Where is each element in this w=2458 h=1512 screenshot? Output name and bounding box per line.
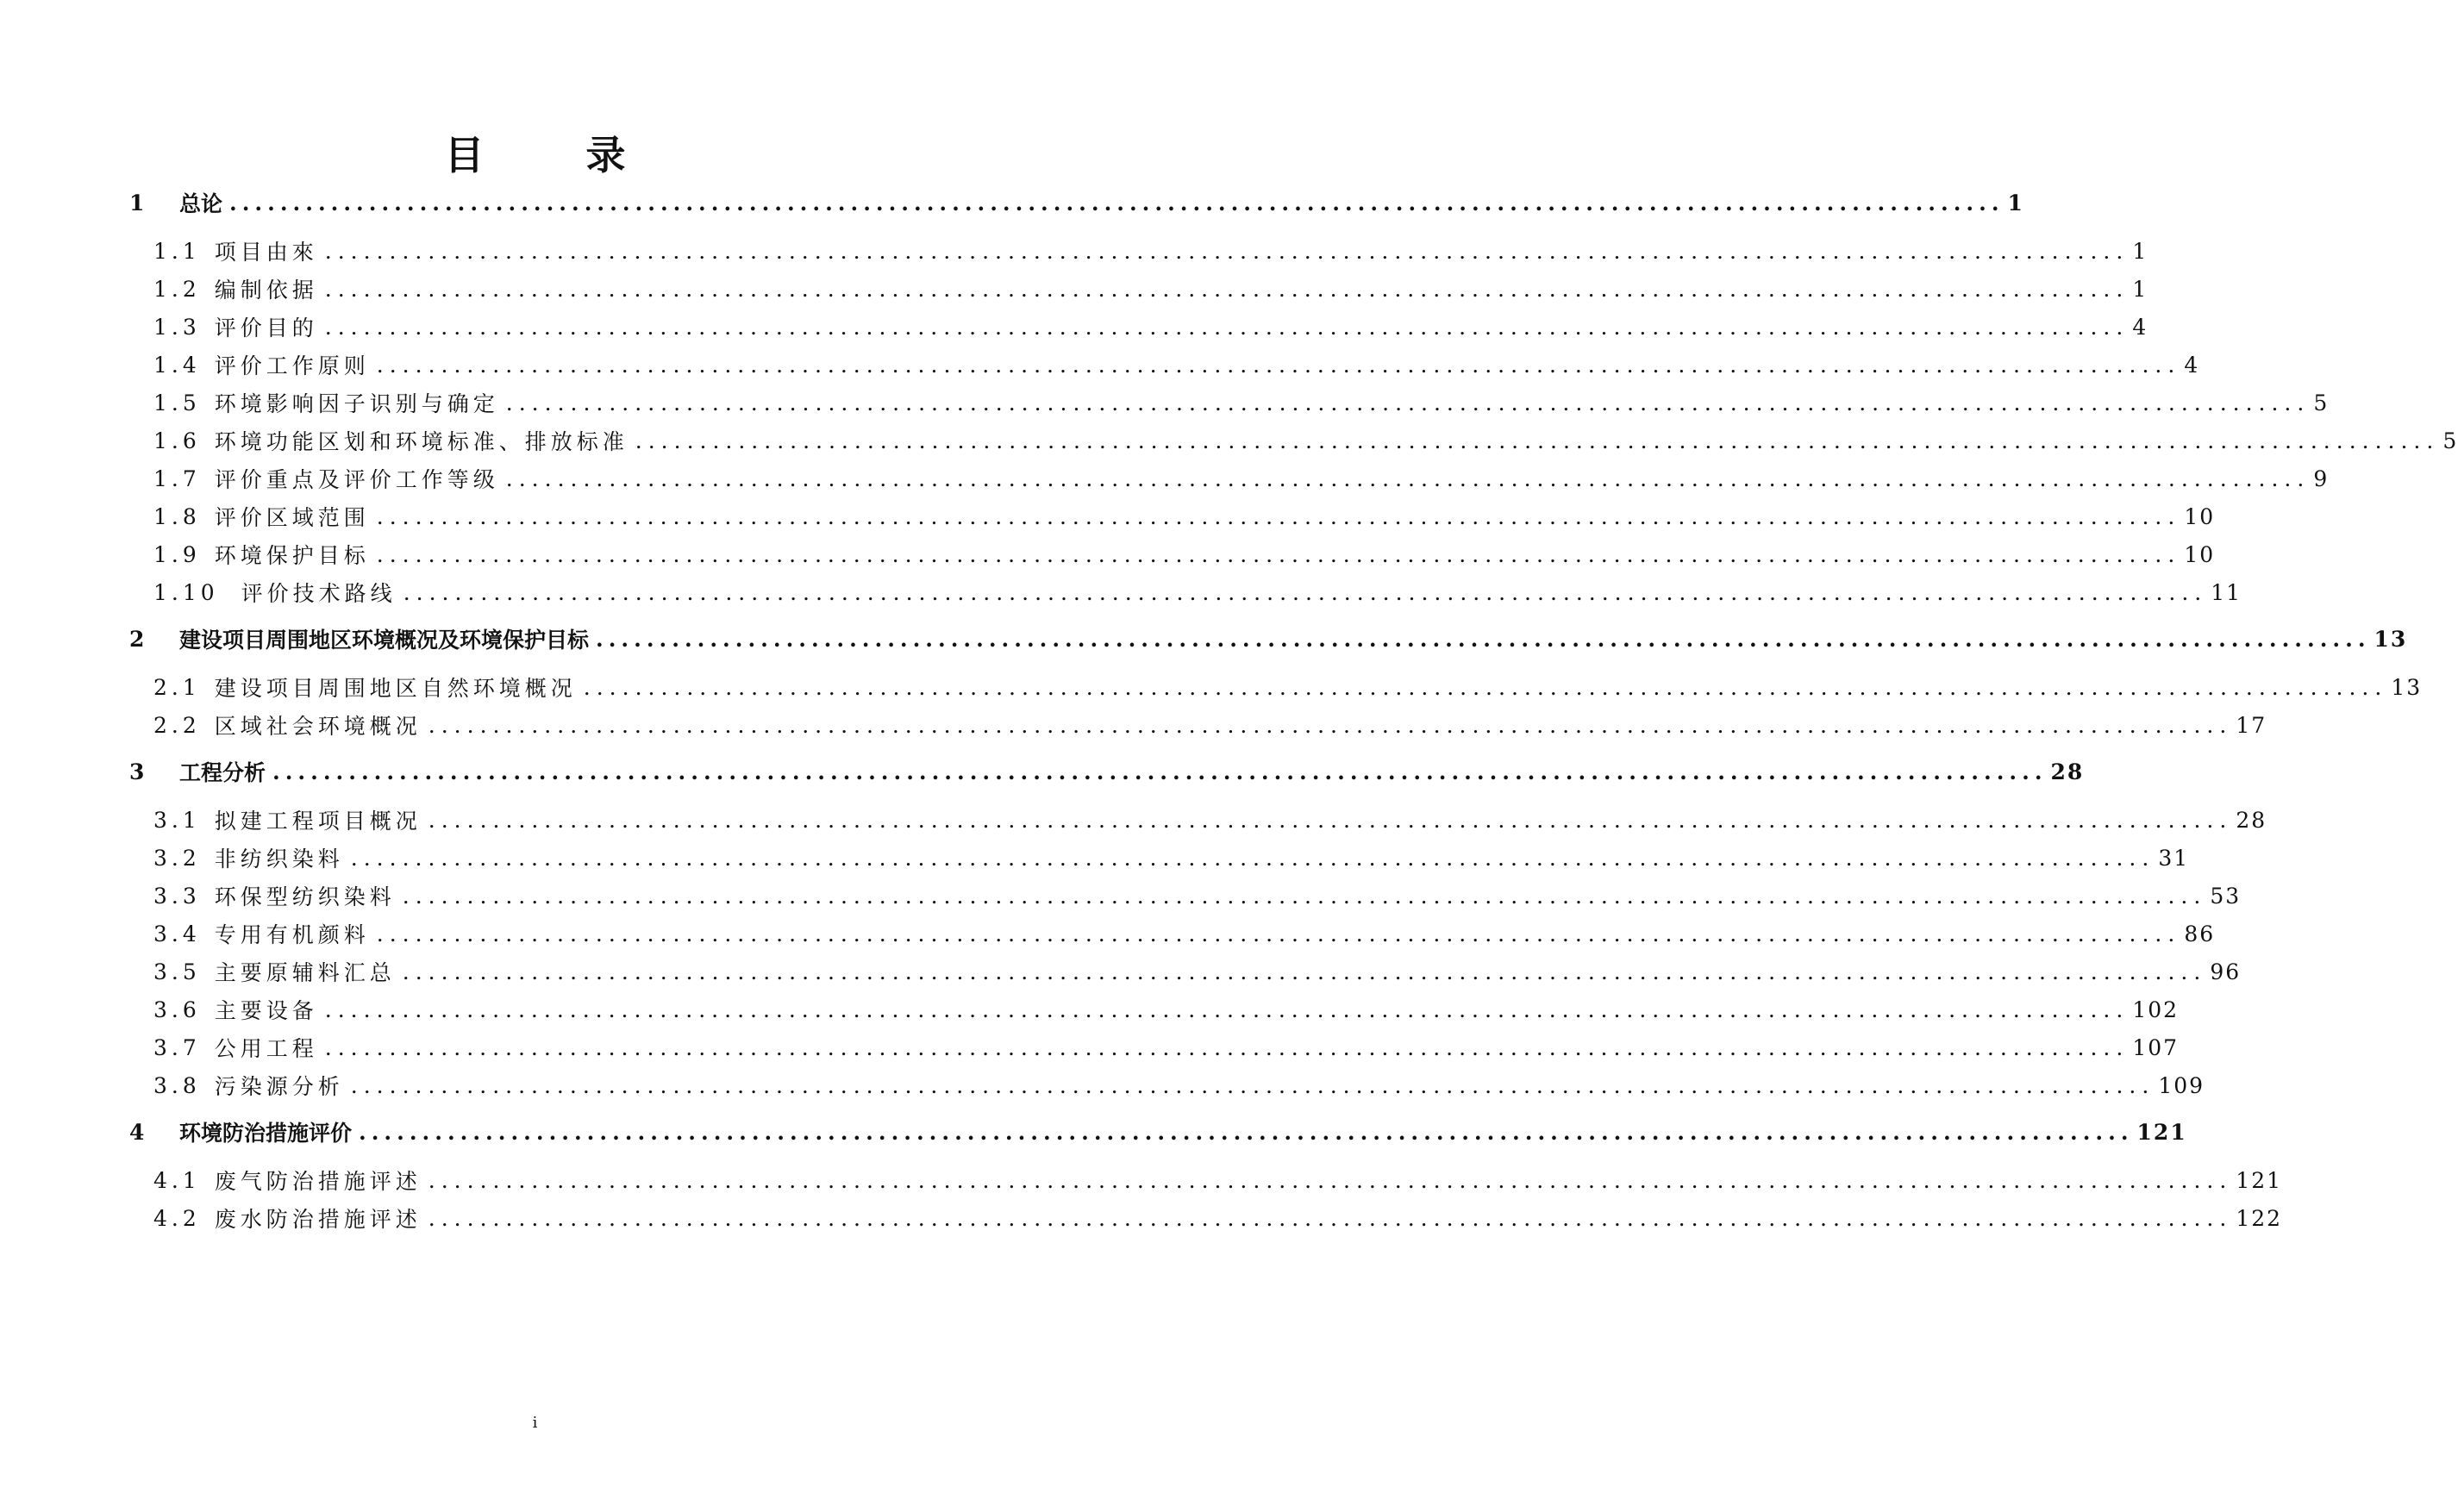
toc-entry-3-8[interactable] (153, 1068, 2205, 1103)
toc-entry-number: 3.4 (153, 921, 201, 947)
toc-entry-title: 环境防治措施评价 (179, 1121, 353, 1146)
toc-entry-number: 3.3 (153, 883, 201, 909)
toc-entry-2[interactable] (129, 622, 2408, 656)
toc-leader-dots: ............................................................................................................................................ (583, 674, 2388, 700)
toc-entry-page: 10 (2184, 541, 2216, 567)
toc-entry-number: 1.4 (153, 352, 201, 378)
toc-entry-page: 13 (2391, 674, 2423, 700)
toc-entry-3-2[interactable] (153, 840, 2190, 875)
toc-entry-number: 1.2 (153, 276, 201, 302)
toc-leader-dots: ............................................................................................................................................ (402, 959, 2207, 984)
toc-entry-number: 4.2 (153, 1205, 201, 1231)
toc-entry-number: 3.7 (153, 1034, 201, 1060)
toc-entry-number: 1.9 (153, 541, 201, 567)
toc-entry-1-10[interactable] (153, 575, 2242, 609)
toc-leader-dots: ............................................................................................................................................ (229, 190, 2005, 216)
toc-entry-1-6[interactable] (153, 423, 2458, 458)
toc-entry-number: 2.2 (153, 712, 201, 738)
toc-entry-number: 1.10 (153, 579, 219, 605)
toc-entry-3-3[interactable] (153, 878, 2242, 913)
page-number-footer: i (532, 1414, 538, 1432)
toc-leader-dots: ............................................................................................................................................ (324, 238, 2130, 264)
toc-leader-dots: ............................................................................................................................................ (403, 579, 2208, 605)
toc-entry-number: 3.8 (153, 1072, 201, 1098)
toc-leader-dots: ............................................................................................................................................ (428, 1205, 2233, 1231)
toc-entry-page: 109 (2158, 1072, 2205, 1098)
toc-entry-page: 107 (2132, 1034, 2180, 1060)
toc-entry-1-4[interactable] (153, 347, 2200, 382)
toc-entry-title: 拟建工程项目概况 (214, 809, 422, 834)
toc-leader-dots: ............................................................................................................................................ (635, 428, 2440, 453)
toc-entry-title: 专用有机颜料 (214, 922, 370, 947)
toc-leader-dots: ............................................................................................................................................ (376, 352, 2181, 378)
toc-entry-title: 评价重点及评价工作等级 (214, 467, 499, 492)
toc-entry-3-7[interactable] (153, 1030, 2180, 1065)
toc-entry-page: 11 (2211, 579, 2242, 605)
toc-leader-dots: ............................................................................................................................................ (428, 807, 2233, 833)
toc-entry-1-1[interactable] (153, 234, 2148, 268)
toc-entry-title: 工程分析 (179, 760, 266, 785)
toc-entry-number: 4.1 (153, 1167, 201, 1193)
toc-entry-title: 区域社会环境概况 (214, 714, 422, 739)
toc-entry-page: 121 (2136, 1119, 2187, 1145)
toc-entry-page: 10 (2184, 503, 2216, 529)
toc-entry-title: 环境功能区划和环境标准、排放标准 (214, 429, 629, 454)
toc-entry-title: 污染源分析 (214, 1074, 344, 1099)
toc-entry-page: 1 (2132, 276, 2148, 302)
toc-entry-title: 环境影响因子识别与确定 (214, 391, 499, 416)
toc-entry-3-5[interactable] (153, 954, 2242, 989)
toc-entry-page: 31 (2158, 845, 2190, 871)
toc-entry-number: 1.5 (153, 390, 201, 415)
toc-leader-dots: ............................................................................................................................................ (324, 997, 2130, 1022)
toc-entry-page: 9 (2313, 465, 2330, 491)
toc-leader-dots: ............................................................................................................................................ (350, 845, 2155, 871)
toc-entry-page: 13 (2374, 626, 2408, 652)
toc-entry-3-6[interactable] (153, 992, 2180, 1027)
toc-leader-dots: ............................................................................................................................................ (324, 1034, 2130, 1060)
toc-entry-page: 1 (2007, 190, 2024, 216)
toc-entry-number: 3 (129, 759, 145, 784)
toc-entry-page: 121 (2236, 1167, 2283, 1193)
toc-entry-page: 53 (2210, 883, 2242, 909)
toc-entry-page: 4 (2132, 314, 2148, 340)
toc-entry-title: 建设项目周围地区环境概况及环境保护目标 (179, 628, 590, 653)
toc-entry-1-9[interactable] (153, 537, 2216, 572)
toc-entry-title: 废水防治措施评述 (214, 1207, 422, 1232)
toc-leader-dots: ............................................................................................................................................ (376, 921, 2181, 947)
toc-entry-1-2[interactable] (153, 272, 2148, 306)
toc-entry-title: 环保型纺织染料 (214, 884, 396, 909)
toc-entry-number: 1.8 (153, 503, 201, 529)
toc-leader-dots: ............................................................................................................................................ (376, 541, 2181, 567)
toc-entry-2-2[interactable] (153, 708, 2267, 742)
toc-entry-page: 4 (2184, 352, 2200, 378)
toc-entry-page: 17 (2236, 712, 2267, 738)
toc-entry-4-2[interactable] (153, 1201, 2283, 1235)
toc-entry-1-8[interactable] (153, 499, 2216, 534)
toc-entry-page: 86 (2184, 921, 2216, 947)
toc-entry-1-3[interactable] (153, 309, 2148, 344)
page-title: 目 录 (444, 132, 657, 178)
toc-entry-title: 废气防治措施评述 (214, 1169, 422, 1194)
toc-entry-title: 建设项目周围地区自然环境概况 (214, 676, 577, 701)
toc-leader-dots: ............................................................................................................................................ (428, 1167, 2233, 1193)
toc-entry-page: 5 (2442, 428, 2458, 453)
toc-entry-number: 1.3 (153, 314, 201, 340)
toc-entry-number: 2 (129, 626, 145, 652)
toc-entry-title: 环境保护目标 (214, 543, 370, 568)
toc-entry-page: 5 (2313, 390, 2330, 415)
toc-entry-number: 3.2 (153, 845, 201, 871)
toc-entry-4[interactable] (129, 1115, 2187, 1149)
toc-entry-title: 主要原辅料汇总 (214, 960, 396, 985)
toc-leader-dots: ............................................................................................................................................ (359, 1119, 2134, 1145)
toc-entry-number: 2.1 (153, 674, 201, 700)
toc-entry-title: 评价区域范围 (214, 505, 370, 530)
toc-entry-title: 编制依据 (214, 278, 318, 303)
toc-entry-page: 28 (2236, 807, 2267, 833)
toc-leader-dots: ............................................................................................................................................ (376, 503, 2181, 529)
toc-entry-title: 公用工程 (214, 1036, 318, 1061)
toc-entry-title: 主要设备 (214, 998, 318, 1023)
toc-entry-number: 1.6 (153, 428, 201, 453)
toc-entry-page: 96 (2210, 959, 2242, 984)
toc-entry-3[interactable] (129, 754, 2085, 789)
toc-leader-dots: ............................................................................................................................................ (324, 276, 2130, 302)
toc-entry-title: 项目由來 (214, 240, 318, 265)
toc-entry-title: 评价工作原则 (214, 353, 370, 378)
toc-entry-number: 3.6 (153, 997, 201, 1022)
toc-entry-page: 1 (2132, 238, 2148, 264)
toc-entry-1-5[interactable] (153, 385, 2330, 420)
toc-entry-page: 102 (2132, 997, 2180, 1022)
toc-leader-dots: ............................................................................................................................................ (272, 759, 2048, 784)
toc-entry-title: 评价目的 (214, 316, 318, 341)
toc-leader-dots: ............................................................................................................................................ (428, 712, 2233, 738)
toc-entry-number: 4 (129, 1119, 145, 1145)
toc-leader-dots: ............................................................................................................................................ (596, 626, 2371, 652)
toc-leader-dots: ............................................................................................................................................ (350, 1072, 2155, 1098)
toc-entry-2-1[interactable] (153, 670, 2423, 704)
toc-entry-title: 总论 (179, 191, 223, 216)
toc-entry-page: 28 (2050, 759, 2085, 784)
toc-entry-1[interactable] (129, 185, 2024, 220)
toc-entry-1-7[interactable] (153, 461, 2330, 496)
toc-entry-number: 1 (129, 190, 145, 216)
toc-entry-3-1[interactable] (153, 803, 2267, 837)
toc-entry-title: 非纺织染料 (214, 847, 344, 872)
toc-entry-number: 1.7 (153, 465, 201, 491)
toc-entry-page: 122 (2236, 1205, 2283, 1231)
toc-entry-title: 评价技术路线 (241, 581, 397, 606)
toc-entry-3-4[interactable] (153, 916, 2216, 951)
toc-entry-number: 3.5 (153, 959, 201, 984)
toc-leader-dots: ............................................................................................................................................ (505, 465, 2311, 491)
toc-leader-dots: ............................................................................................................................................ (402, 883, 2207, 909)
toc-leader-dots: ............................................................................................................................................ (505, 390, 2311, 415)
toc-entry-number: 1.1 (153, 238, 201, 264)
toc-leader-dots: ............................................................................................................................................ (324, 314, 2130, 340)
toc-entry-4-1[interactable] (153, 1163, 2283, 1197)
toc-entry-number: 3.1 (153, 807, 201, 833)
